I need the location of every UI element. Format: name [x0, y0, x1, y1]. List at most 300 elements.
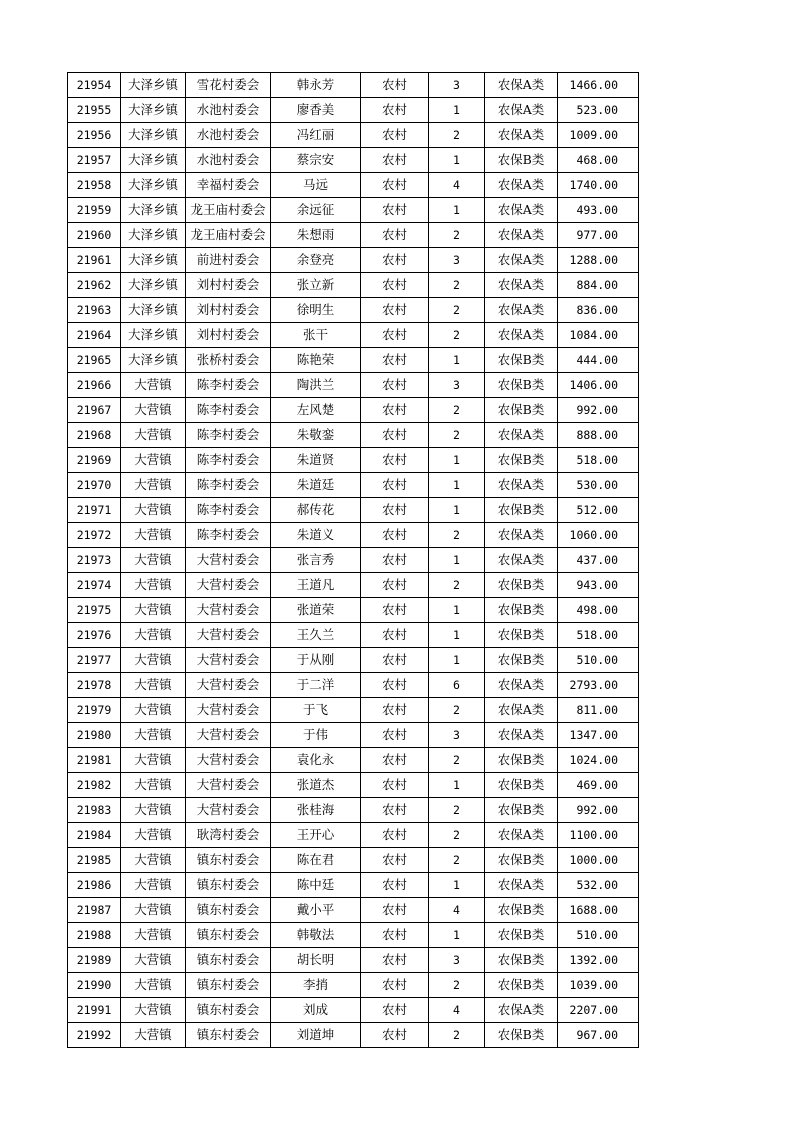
cell-record-id: 21968 — [68, 423, 121, 448]
cell-town: 大泽乡镇 — [121, 298, 186, 323]
table-row — [68, 648, 639, 673]
cell-person-name: 陈中廷 — [271, 873, 361, 898]
cell-village-committee: 刘村村委会 — [186, 323, 271, 348]
table-body — [68, 73, 639, 1048]
cell-insurance-category: 农保A类 — [485, 223, 558, 248]
cell-record-id: 21989 — [68, 948, 121, 973]
table-row — [68, 673, 639, 698]
cell-household-count: 2 — [429, 848, 485, 873]
cell-village-committee: 镇东村委会 — [186, 973, 271, 998]
cell-area-type: 农村 — [361, 273, 429, 298]
cell-insurance-category: 农保A类 — [485, 123, 558, 148]
cell-record-id: 21972 — [68, 523, 121, 548]
cell-town: 大泽乡镇 — [121, 173, 186, 198]
cell-amount: 1392.00 — [558, 948, 639, 973]
cell-record-id: 21960 — [68, 223, 121, 248]
cell-person-name: 蔡宗安 — [271, 148, 361, 173]
cell-town: 大营镇 — [121, 973, 186, 998]
cell-record-id: 21963 — [68, 298, 121, 323]
cell-person-name: 于从刚 — [271, 648, 361, 673]
cell-village-committee: 大营村委会 — [186, 623, 271, 648]
cell-area-type: 农村 — [361, 248, 429, 273]
cell-person-name: 韩敬法 — [271, 923, 361, 948]
cell-household-count: 1 — [429, 648, 485, 673]
cell-town: 大泽乡镇 — [121, 98, 186, 123]
cell-household-count: 2 — [429, 273, 485, 298]
cell-record-id: 21973 — [68, 548, 121, 573]
cell-household-count: 3 — [429, 948, 485, 973]
cell-area-type: 农村 — [361, 848, 429, 873]
cell-person-name: 于伟 — [271, 723, 361, 748]
cell-amount: 512.00 — [558, 498, 639, 523]
cell-area-type: 农村 — [361, 148, 429, 173]
cell-amount: 943.00 — [558, 573, 639, 598]
cell-amount: 1466.00 — [558, 73, 639, 98]
cell-insurance-category: 农保B类 — [485, 848, 558, 873]
cell-amount: 532.00 — [558, 873, 639, 898]
cell-amount: 2207.00 — [558, 998, 639, 1023]
cell-area-type: 农村 — [361, 923, 429, 948]
cell-area-type: 农村 — [361, 423, 429, 448]
cell-amount: 977.00 — [558, 223, 639, 248]
cell-insurance-category: 农保A类 — [485, 248, 558, 273]
table-row — [68, 723, 639, 748]
cell-insurance-category: 农保B类 — [485, 923, 558, 948]
cell-area-type: 农村 — [361, 1023, 429, 1048]
cell-village-committee: 镇东村委会 — [186, 848, 271, 873]
cell-village-committee: 幸福村委会 — [186, 173, 271, 198]
cell-insurance-category: 农保B类 — [485, 148, 558, 173]
cell-household-count: 4 — [429, 998, 485, 1023]
cell-town: 大营镇 — [121, 398, 186, 423]
cell-household-count: 3 — [429, 248, 485, 273]
cell-town: 大营镇 — [121, 523, 186, 548]
cell-record-id: 21970 — [68, 473, 121, 498]
cell-record-id: 21986 — [68, 873, 121, 898]
table-row — [68, 873, 639, 898]
cell-area-type: 农村 — [361, 623, 429, 648]
cell-town: 大营镇 — [121, 598, 186, 623]
cell-record-id: 21990 — [68, 973, 121, 998]
cell-area-type: 农村 — [361, 748, 429, 773]
cell-amount: 1688.00 — [558, 898, 639, 923]
cell-household-count: 1 — [429, 548, 485, 573]
cell-area-type: 农村 — [361, 298, 429, 323]
cell-village-committee: 大营村委会 — [186, 748, 271, 773]
cell-person-name: 张干 — [271, 323, 361, 348]
cell-area-type: 农村 — [361, 448, 429, 473]
cell-insurance-category: 农保B类 — [485, 948, 558, 973]
cell-person-name: 马远 — [271, 173, 361, 198]
cell-person-name: 张道杰 — [271, 773, 361, 798]
cell-insurance-category: 农保A类 — [485, 298, 558, 323]
cell-village-committee: 陈李村委会 — [186, 498, 271, 523]
cell-village-committee: 镇东村委会 — [186, 998, 271, 1023]
cell-household-count: 4 — [429, 898, 485, 923]
table-row — [68, 623, 639, 648]
table-row — [68, 298, 639, 323]
cell-record-id: 21955 — [68, 98, 121, 123]
cell-record-id: 21967 — [68, 398, 121, 423]
table-row — [68, 898, 639, 923]
cell-town: 大营镇 — [121, 648, 186, 673]
cell-person-name: 陈在君 — [271, 848, 361, 873]
cell-person-name: 余登亮 — [271, 248, 361, 273]
cell-area-type: 农村 — [361, 973, 429, 998]
cell-person-name: 刘道坤 — [271, 1023, 361, 1048]
cell-insurance-category: 农保B类 — [485, 623, 558, 648]
cell-record-id: 21985 — [68, 848, 121, 873]
cell-amount: 1740.00 — [558, 173, 639, 198]
cell-person-name: 王开心 — [271, 823, 361, 848]
cell-insurance-category: 农保A类 — [485, 823, 558, 848]
cell-area-type: 农村 — [361, 398, 429, 423]
cell-area-type: 农村 — [361, 898, 429, 923]
cell-insurance-category: 农保A类 — [485, 998, 558, 1023]
cell-household-count: 1 — [429, 598, 485, 623]
table-row — [68, 998, 639, 1023]
cell-household-count: 1 — [429, 498, 485, 523]
cell-person-name: 张言秀 — [271, 548, 361, 573]
table-row — [68, 348, 639, 373]
table-row — [68, 73, 639, 98]
cell-person-name: 张桂海 — [271, 798, 361, 823]
table-row — [68, 598, 639, 623]
cell-village-committee: 陈李村委会 — [186, 448, 271, 473]
cell-town: 大营镇 — [121, 923, 186, 948]
cell-village-committee: 耿湾村委会 — [186, 823, 271, 848]
cell-household-count: 1 — [429, 923, 485, 948]
cell-record-id: 21954 — [68, 73, 121, 98]
cell-town: 大泽乡镇 — [121, 148, 186, 173]
cell-insurance-category: 农保B类 — [485, 348, 558, 373]
cell-record-id: 21979 — [68, 698, 121, 723]
cell-town: 大营镇 — [121, 573, 186, 598]
cell-person-name: 郝传花 — [271, 498, 361, 523]
cell-household-count: 2 — [429, 323, 485, 348]
table-row — [68, 1023, 639, 1048]
cell-amount: 992.00 — [558, 398, 639, 423]
cell-person-name: 袁化永 — [271, 748, 361, 773]
cell-town: 大营镇 — [121, 1023, 186, 1048]
cell-person-name: 张道荣 — [271, 598, 361, 623]
cell-household-count: 1 — [429, 148, 485, 173]
cell-area-type: 农村 — [361, 648, 429, 673]
table-row — [68, 223, 639, 248]
cell-amount: 2793.00 — [558, 673, 639, 698]
cell-household-count: 4 — [429, 173, 485, 198]
table-row — [68, 773, 639, 798]
cell-amount: 1009.00 — [558, 123, 639, 148]
cell-village-committee: 大营村委会 — [186, 548, 271, 573]
table-row — [68, 548, 639, 573]
cell-village-committee: 刘村村委会 — [186, 298, 271, 323]
cell-record-id: 21977 — [68, 648, 121, 673]
table-row — [68, 848, 639, 873]
cell-village-committee: 大营村委会 — [186, 648, 271, 673]
cell-village-committee: 大营村委会 — [186, 723, 271, 748]
cell-area-type: 农村 — [361, 73, 429, 98]
cell-area-type: 农村 — [361, 823, 429, 848]
cell-person-name: 朱道义 — [271, 523, 361, 548]
cell-person-name: 廖香美 — [271, 98, 361, 123]
cell-record-id: 21980 — [68, 723, 121, 748]
cell-insurance-category: 农保A类 — [485, 873, 558, 898]
cell-person-name: 王久兰 — [271, 623, 361, 648]
cell-household-count: 1 — [429, 773, 485, 798]
cell-household-count: 1 — [429, 473, 485, 498]
cell-insurance-category: 农保B类 — [485, 498, 558, 523]
cell-record-id: 21965 — [68, 348, 121, 373]
cell-village-committee: 大营村委会 — [186, 798, 271, 823]
cell-area-type: 农村 — [361, 998, 429, 1023]
table-row — [68, 423, 639, 448]
cell-area-type: 农村 — [361, 498, 429, 523]
cell-insurance-category: 农保A类 — [485, 473, 558, 498]
cell-town: 大泽乡镇 — [121, 198, 186, 223]
cell-area-type: 农村 — [361, 798, 429, 823]
cell-amount: 1347.00 — [558, 723, 639, 748]
table-row — [68, 248, 639, 273]
cell-record-id: 21961 — [68, 248, 121, 273]
cell-amount: 518.00 — [558, 448, 639, 473]
cell-town: 大营镇 — [121, 698, 186, 723]
cell-area-type: 农村 — [361, 548, 429, 573]
table-row — [68, 323, 639, 348]
table-row — [68, 973, 639, 998]
cell-amount: 888.00 — [558, 423, 639, 448]
cell-record-id: 21959 — [68, 198, 121, 223]
cell-record-id: 21969 — [68, 448, 121, 473]
cell-amount: 884.00 — [558, 273, 639, 298]
cell-insurance-category: 农保A类 — [485, 698, 558, 723]
cell-household-count: 1 — [429, 873, 485, 898]
cell-household-count: 2 — [429, 223, 485, 248]
cell-insurance-category: 农保B类 — [485, 1023, 558, 1048]
cell-town: 大营镇 — [121, 723, 186, 748]
cell-amount: 437.00 — [558, 548, 639, 573]
cell-household-count: 1 — [429, 98, 485, 123]
cell-amount: 1406.00 — [558, 373, 639, 398]
cell-area-type: 农村 — [361, 723, 429, 748]
cell-area-type: 农村 — [361, 348, 429, 373]
cell-village-committee: 刘村村委会 — [186, 273, 271, 298]
cell-area-type: 农村 — [361, 948, 429, 973]
cell-household-count: 2 — [429, 298, 485, 323]
cell-amount: 811.00 — [558, 698, 639, 723]
cell-town: 大营镇 — [121, 798, 186, 823]
cell-record-id: 21983 — [68, 798, 121, 823]
cell-village-committee: 张桥村委会 — [186, 348, 271, 373]
cell-amount: 1084.00 — [558, 323, 639, 348]
cell-area-type: 农村 — [361, 523, 429, 548]
table-row — [68, 473, 639, 498]
cell-amount: 1100.00 — [558, 823, 639, 848]
table-row — [68, 573, 639, 598]
cell-person-name: 左风楚 — [271, 398, 361, 423]
cell-town: 大营镇 — [121, 848, 186, 873]
cell-village-committee: 镇东村委会 — [186, 923, 271, 948]
cell-area-type: 农村 — [361, 473, 429, 498]
cell-insurance-category: 农保B类 — [485, 773, 558, 798]
cell-insurance-category: 农保B类 — [485, 798, 558, 823]
cell-area-type: 农村 — [361, 773, 429, 798]
cell-insurance-category: 农保B类 — [485, 648, 558, 673]
cell-town: 大营镇 — [121, 673, 186, 698]
cell-insurance-category: 农保B类 — [485, 398, 558, 423]
cell-insurance-category: 农保B类 — [485, 598, 558, 623]
cell-record-id: 21975 — [68, 598, 121, 623]
cell-insurance-category: 农保B类 — [485, 748, 558, 773]
cell-record-id: 21978 — [68, 673, 121, 698]
cell-person-name: 张立新 — [271, 273, 361, 298]
cell-town: 大营镇 — [121, 548, 186, 573]
cell-record-id: 21957 — [68, 148, 121, 173]
cell-record-id: 21958 — [68, 173, 121, 198]
cell-town: 大营镇 — [121, 998, 186, 1023]
cell-household-count: 3 — [429, 723, 485, 748]
table-row — [68, 123, 639, 148]
cell-village-committee: 水池村委会 — [186, 123, 271, 148]
cell-record-id: 21991 — [68, 998, 121, 1023]
cell-amount: 836.00 — [558, 298, 639, 323]
cell-area-type: 农村 — [361, 173, 429, 198]
cell-town: 大营镇 — [121, 498, 186, 523]
cell-town: 大泽乡镇 — [121, 273, 186, 298]
cell-town: 大营镇 — [121, 873, 186, 898]
cell-town: 大营镇 — [121, 948, 186, 973]
cell-village-committee: 陈李村委会 — [186, 398, 271, 423]
cell-area-type: 农村 — [361, 223, 429, 248]
cell-record-id: 21988 — [68, 923, 121, 948]
cell-village-committee: 陈李村委会 — [186, 473, 271, 498]
cell-amount: 444.00 — [558, 348, 639, 373]
cell-household-count: 1 — [429, 448, 485, 473]
cell-amount: 1060.00 — [558, 523, 639, 548]
cell-household-count: 6 — [429, 673, 485, 698]
cell-town: 大泽乡镇 — [121, 348, 186, 373]
cell-household-count: 3 — [429, 373, 485, 398]
cell-household-count: 2 — [429, 398, 485, 423]
cell-amount: 1288.00 — [558, 248, 639, 273]
beneficiary-table — [67, 72, 639, 1048]
cell-town: 大营镇 — [121, 773, 186, 798]
table-row — [68, 498, 639, 523]
cell-household-count: 2 — [429, 973, 485, 998]
cell-area-type: 农村 — [361, 698, 429, 723]
cell-town: 大营镇 — [121, 823, 186, 848]
table-row — [68, 398, 639, 423]
cell-person-name: 朱敬銮 — [271, 423, 361, 448]
cell-village-committee: 镇东村委会 — [186, 1023, 271, 1048]
cell-town: 大营镇 — [121, 373, 186, 398]
cell-town: 大泽乡镇 — [121, 323, 186, 348]
cell-household-count: 2 — [429, 1023, 485, 1048]
cell-village-committee: 大营村委会 — [186, 573, 271, 598]
cell-person-name: 李捎 — [271, 973, 361, 998]
cell-village-committee: 陈李村委会 — [186, 423, 271, 448]
cell-person-name: 徐明生 — [271, 298, 361, 323]
cell-person-name: 胡长明 — [271, 948, 361, 973]
cell-household-count: 1 — [429, 198, 485, 223]
table-row — [68, 448, 639, 473]
table-row — [68, 823, 639, 848]
cell-area-type: 农村 — [361, 373, 429, 398]
cell-person-name: 戴小平 — [271, 898, 361, 923]
cell-village-committee: 水池村委会 — [186, 148, 271, 173]
cell-person-name: 王道凡 — [271, 573, 361, 598]
cell-person-name: 朱想雨 — [271, 223, 361, 248]
cell-village-committee: 水池村委会 — [186, 98, 271, 123]
cell-insurance-category: 农保A类 — [485, 423, 558, 448]
cell-person-name: 朱道廷 — [271, 473, 361, 498]
cell-village-committee: 大营村委会 — [186, 673, 271, 698]
cell-area-type: 农村 — [361, 323, 429, 348]
cell-town: 大营镇 — [121, 448, 186, 473]
cell-person-name: 刘成 — [271, 998, 361, 1023]
cell-amount: 468.00 — [558, 148, 639, 173]
cell-insurance-category: 农保B类 — [485, 373, 558, 398]
cell-record-id: 21992 — [68, 1023, 121, 1048]
cell-village-committee: 龙王庙村委会 — [186, 223, 271, 248]
cell-town: 大泽乡镇 — [121, 248, 186, 273]
cell-village-committee: 雪花村委会 — [186, 73, 271, 98]
cell-town: 大泽乡镇 — [121, 123, 186, 148]
cell-village-committee: 大营村委会 — [186, 598, 271, 623]
cell-area-type: 农村 — [361, 673, 429, 698]
cell-insurance-category: 农保A类 — [485, 273, 558, 298]
cell-insurance-category: 农保A类 — [485, 673, 558, 698]
cell-insurance-category: 农保A类 — [485, 98, 558, 123]
cell-area-type: 农村 — [361, 98, 429, 123]
cell-amount: 469.00 — [558, 773, 639, 798]
cell-person-name: 韩永芳 — [271, 73, 361, 98]
cell-village-committee: 大营村委会 — [186, 773, 271, 798]
cell-amount: 1000.00 — [558, 848, 639, 873]
cell-household-count: 3 — [429, 73, 485, 98]
cell-village-committee: 前进村委会 — [186, 248, 271, 273]
cell-town: 大泽乡镇 — [121, 223, 186, 248]
cell-insurance-category: 农保B类 — [485, 898, 558, 923]
cell-record-id: 21962 — [68, 273, 121, 298]
cell-household-count: 2 — [429, 823, 485, 848]
cell-town: 大泽乡镇 — [121, 73, 186, 98]
cell-record-id: 21981 — [68, 748, 121, 773]
cell-area-type: 农村 — [361, 123, 429, 148]
table-row — [68, 698, 639, 723]
cell-record-id: 21984 — [68, 823, 121, 848]
cell-amount: 1024.00 — [558, 748, 639, 773]
table-row — [68, 948, 639, 973]
cell-amount: 967.00 — [558, 1023, 639, 1048]
table-row — [68, 198, 639, 223]
cell-amount: 1039.00 — [558, 973, 639, 998]
cell-record-id: 21976 — [68, 623, 121, 648]
cell-town: 大营镇 — [121, 423, 186, 448]
cell-village-committee: 陈李村委会 — [186, 523, 271, 548]
cell-household-count: 2 — [429, 123, 485, 148]
table-row — [68, 373, 639, 398]
cell-household-count: 1 — [429, 348, 485, 373]
cell-town: 大营镇 — [121, 473, 186, 498]
cell-area-type: 农村 — [361, 598, 429, 623]
cell-insurance-category: 农保A类 — [485, 73, 558, 98]
table-row — [68, 173, 639, 198]
cell-amount: 510.00 — [558, 923, 639, 948]
cell-record-id: 21987 — [68, 898, 121, 923]
cell-person-name: 冯红丽 — [271, 123, 361, 148]
cell-amount: 498.00 — [558, 598, 639, 623]
